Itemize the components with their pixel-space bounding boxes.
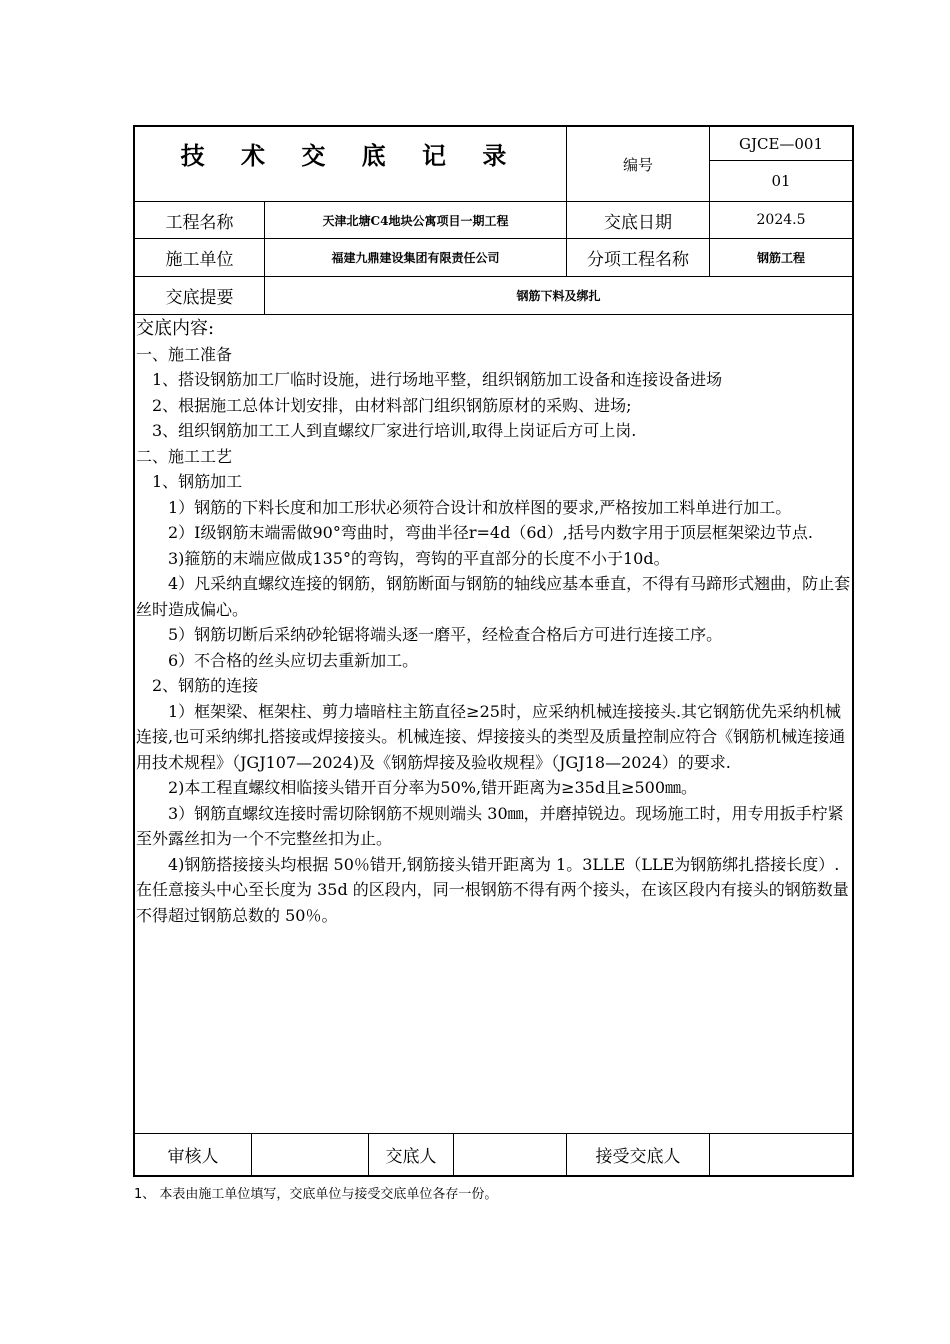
content-line: 1、搭设钢筋加工厂临时设施，进行场地平整，组织钢筋加工设备和连接设备进场 [152, 370, 723, 389]
content-line: 1）框架梁、框架柱、剪力墙暗柱主筋直径≥25时，应采纳机械连接接头.其它钢筋优先采纳机械连接,也可采纳绑扎搭接或焊接接头。机械连接、焊接接头的类型及质量控制应符合《钢筋机械连接通用技术规程》（JGJ107—2024)及《钢筋焊接及验收规程》（JGJ18—2024）的要求. [136, 701, 846, 772]
content-line: 6）不合格的丝头应切去重新加工。 [168, 650, 419, 670]
content-line: 2、钢筋的连接 [152, 676, 259, 695]
presenter-value [454, 1134, 566, 1175]
content-lines [136, 342, 852, 929]
content-line: 2)本工程直螺纹相临接头错开百分率为50%,错开距离为≥35d且≥500㎜。 [168, 778, 698, 797]
footnote: 1、 本表由施工单位填写，交底单位与接受交底单位各存一份。 [134, 1187, 498, 1202]
summary-value: 钢筋下料及绑扎 [516, 289, 601, 303]
content-line: 一、施工准备 [136, 344, 233, 364]
disclosure-content [136, 316, 852, 928]
content-line: 二、施工工艺 [136, 446, 233, 466]
unit-value: 福建九鼎建设集团有限责任公司 [331, 251, 500, 265]
code-label: 编号 [622, 155, 653, 174]
summary-label: 交底提要 [165, 288, 234, 308]
subproject-label: 分项工程名称 [587, 250, 689, 270]
divider [133, 314, 854, 315]
content-line: 5）钢筋切断后采纳砂轮锯将端头逐一磨平，经检查合格后方可进行连接工序。 [168, 625, 723, 644]
subproject-value: 钢筋工程 [756, 251, 805, 265]
content-line: 4)钢筋搭接接头均根据 50％错开,钢筋接头错开距离为 1。3LLE（LLE为钢筋绑扎搭接长度）.在任意接头中心至长度为 35d 的区段内，同一根钢筋不得有两个接头，在该区段内有接头的钢筋数量不得超过钢筋总数的 50％。 [136, 854, 849, 925]
content-line: 3、组织钢筋加工工人到直螺纹厂家进行培训,取得上岗证后方可上岗. [152, 421, 637, 440]
content-line: 1）钢筋的下料长度和加工形状必须符合设计和放样图的要求,严格按加工料单进行加工。 [168, 497, 792, 517]
receiver-label: 接受交底人 [595, 1147, 681, 1167]
content-line: 2、根据施工总体计划安排，由材料部门组织钢筋原材的采购、进场; [152, 395, 632, 415]
date-value: 2024.5 [756, 212, 806, 228]
content-heading: 交底内容: [136, 318, 215, 339]
reviewer-value [252, 1134, 368, 1175]
code-value: GJCE—001 [738, 134, 824, 153]
presenter-label: 交底人 [385, 1147, 437, 1167]
table-border-bottom [133, 1175, 854, 1177]
code-sub-value: 01 [771, 172, 791, 190]
table-border-right [852, 125, 854, 1177]
project-name-value: 天津北塘C4地块公寓项目一期工程 [322, 213, 509, 228]
content-line: 2）I级钢筋末端需做90°弯曲时，弯曲半径r=4d（6d）,括号内数字用于顶层框架梁边节点. [168, 523, 813, 542]
form-title: 技 术 交 底 记 录 [180, 141, 521, 170]
content-line: 1、钢筋加工 [152, 472, 243, 491]
reviewer-label: 审核人 [167, 1147, 219, 1167]
content-line: 4）凡采纳直螺纹连接的钢筋，钢筋断面与钢筋的轴线应基本垂直，不得有马蹄形式翘曲，防止套丝时造成偏心。 [136, 574, 851, 619]
receiver-value [710, 1134, 852, 1175]
content-line: 3)箍筋的末端应做成135°的弯钩，弯钩的平直部分的长度不小于10d。 [168, 548, 670, 568]
unit-label: 施工单位 [165, 250, 234, 270]
content-line: 3）钢筋直螺纹连接时需切除钢筋不规则端头 30㎜，并磨掉锐边。现场施工时，用专用扳手柠紧至外露丝扣为一个不完整丝扣为止。 [136, 803, 844, 848]
project-name-label: 工程名称 [165, 212, 234, 233]
date-label: 交底日期 [604, 212, 672, 233]
